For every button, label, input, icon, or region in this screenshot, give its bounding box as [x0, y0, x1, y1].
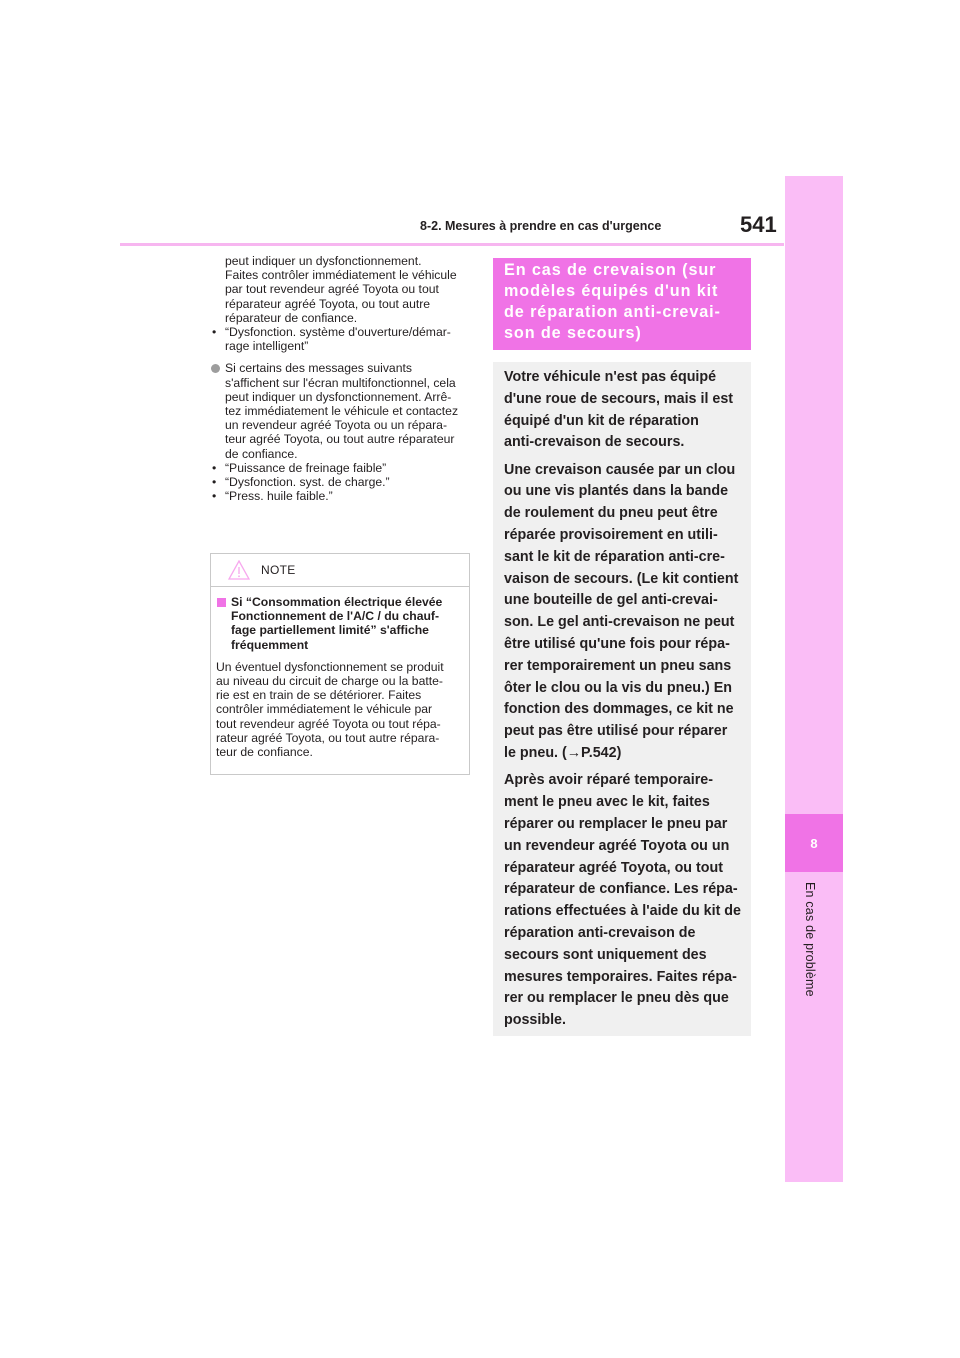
text-line: “Dysfonction. système d'ouverture/démar- — [225, 325, 451, 340]
summary-paragraph-3 — [504, 770, 741, 1032]
text-line: de roulement du pneu peut être — [504, 505, 718, 522]
text-line: rer temporairement un pneu sans — [504, 657, 732, 674]
bullet-mark: • — [212, 325, 217, 340]
text-line: peut pas être utilisé pour réparer — [504, 723, 728, 740]
text-line: peut indiquer un dysfonctionnement. Arrê- — [225, 389, 452, 404]
chapter-number: 8 — [810, 836, 818, 851]
summary-paragraph-1 — [504, 367, 741, 454]
text-line: Si certains des messages suivants — [225, 361, 412, 376]
text-line: tez immédiatement le véhicule et contactez — [225, 404, 459, 419]
text-line: Votre véhicule n'est pas équipé — [504, 369, 717, 385]
text-line: vaison de secours. (Le kit contient — [504, 570, 739, 587]
chapter-tab-strip — [785, 176, 843, 1182]
list-item — [210, 325, 472, 353]
text-line: tout revendeur agréé Toyota ou tout répa- — [216, 716, 441, 731]
text-line: Un éventuel dysfonctionnement se produit — [216, 659, 444, 674]
continued-text — [210, 254, 472, 325]
text-line: rie est en train de se détériorer. Faites — [216, 688, 422, 703]
note-header — [211, 554, 469, 587]
text-line: fage partiellement limité” s'affiche — [231, 623, 429, 638]
text-line: ou une vis plantés dans la bande — [504, 483, 729, 500]
title-line: son de secours) — [504, 324, 642, 342]
text-line: peut indiquer un dysfonctionnement. — [225, 254, 422, 268]
topic-title — [493, 258, 751, 344]
summary-body — [493, 362, 751, 1032]
text-line: “Dysfonction. syst. de charge.” — [225, 475, 390, 490]
note-label: NOTE — [261, 563, 296, 577]
text-line: ment le pneu avec le kit, faites — [504, 794, 710, 811]
text-line: réparateur de confiance. Les répa- — [504, 881, 738, 898]
note-text — [216, 660, 463, 759]
header-rule — [120, 243, 784, 246]
text-line: Faites contrôler immédiatement le véhicule — [225, 268, 457, 283]
text-line: réparée provisoirement en utili- — [504, 527, 718, 544]
text-line: une bouteille de gel anti-crevai- — [504, 592, 718, 609]
list-item — [210, 461, 472, 475]
bullet-mark: • — [212, 489, 217, 504]
text-line: d'une roue de secours, mais il est — [504, 390, 734, 407]
text-line: teur de confiance. — [216, 745, 313, 760]
text-line: être utilisé qu'une fois pour répa- — [504, 636, 730, 653]
text-line: réparateur agréé Toyota, ou tout autre — [225, 296, 431, 311]
page-reference-link[interactable]: le pneu. (→P.542) — [504, 745, 622, 762]
summary-paragraph-2 — [504, 460, 741, 765]
text-line: Fonctionnement de l'A/C / du chauf- — [231, 609, 440, 624]
note-heading — [216, 595, 463, 652]
text-line: Une crevaison causée par un clou — [504, 461, 736, 478]
list-item — [210, 475, 472, 489]
text-line: teur agréé Toyota, ou tout autre réparateur — [225, 432, 455, 447]
text-line: réparer ou remplacer le pneu par — [504, 815, 728, 832]
text-line: réparateur de confiance. — [225, 310, 358, 325]
topic-title-box — [493, 258, 751, 350]
text-line: Après avoir réparé temporaire- — [504, 772, 713, 789]
pink-square-icon — [217, 598, 226, 607]
text-line: rateur agréé Toyota, ou tout autre répara- — [216, 730, 440, 745]
title-line: de réparation anti-crevai- — [504, 303, 721, 321]
text-line: rations effectuées à l'aide du kit de — [504, 903, 741, 920]
text-line: anti-crevaison de secours. — [504, 434, 685, 451]
text-line: équipé d'un kit de réparation — [504, 412, 699, 429]
text-line: s'affichent sur l'écran multifonctionnel, cela — [225, 375, 456, 390]
text-line: “Press. huile faible.” — [225, 489, 333, 504]
left-column — [210, 254, 472, 503]
section-title: 8-2. Mesures à prendre en cas d'urgence — [420, 219, 662, 233]
text-line: de confiance. — [225, 446, 298, 461]
note-box — [210, 553, 470, 775]
text-line: ôter le clou ou la vis du pneu.) En — [504, 679, 732, 696]
bullet-mark: • — [212, 460, 217, 475]
text-line: au niveau du circuit de charge ou la batte- — [216, 674, 443, 689]
page-number: 541 — [740, 212, 777, 237]
text-line: un revendeur agréé Toyota ou un répara- — [225, 418, 448, 433]
text-line: son. Le gel anti-crevaison ne peut — [504, 614, 735, 631]
text-line: possible. — [504, 1012, 566, 1029]
text-line: “Puissance de freinage faible” — [225, 460, 387, 475]
text-line: un revendeur agréé Toyota ou un — [504, 837, 730, 854]
list-item — [210, 489, 472, 503]
text-line: rage intelligent” — [225, 339, 309, 354]
text-line: mesures temporaires. Faites répa- — [504, 968, 737, 985]
text-line: secours sont uniquement des — [504, 946, 707, 963]
text-line: rer ou remplacer le pneu dès que — [504, 990, 729, 1007]
note-body — [211, 587, 469, 759]
circle-list-item — [210, 361, 472, 460]
text-line: réparation anti-crevaison de — [504, 924, 696, 941]
text-line: sant le kit de réparation anti-cre- — [504, 548, 725, 565]
text-line: fonction des dommages, ce kit ne — [504, 701, 734, 718]
bullet-mark: • — [212, 475, 217, 490]
text-line: fréquemment — [231, 637, 309, 652]
title-line: En cas de crevaison (sur — [504, 261, 717, 279]
text-line: contrôler immédiatement le véhicule par — [216, 702, 433, 717]
grey-circle-icon — [211, 364, 220, 373]
text-line: réparateur agréé Toyota, ou tout — [504, 859, 723, 876]
text-line: Si “Consommation électrique élevée — [231, 595, 443, 609]
topic-summary-box — [493, 362, 751, 1036]
warning-triangle-icon — [228, 560, 250, 580]
text-line: par tout revendeur agréé Toyota ou tout — [225, 282, 439, 297]
title-line: modèles équipés d'un kit — [504, 282, 719, 300]
chapter-label: En cas de problème — [803, 882, 817, 997]
